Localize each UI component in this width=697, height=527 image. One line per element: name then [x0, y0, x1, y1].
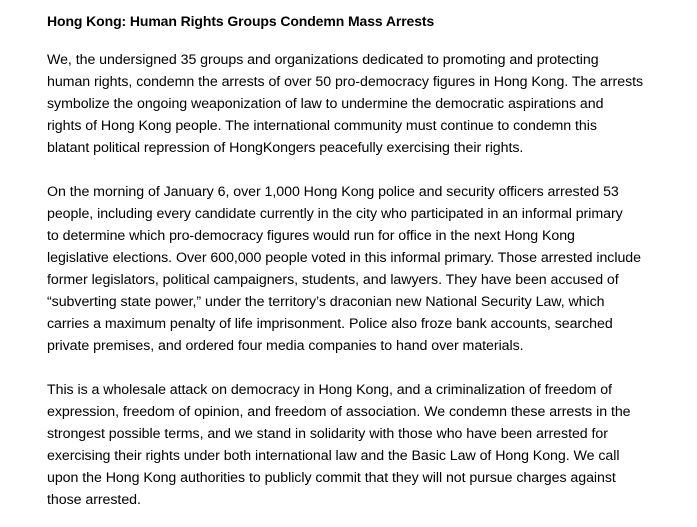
paragraph-line: expression, freedom of opinion, and freedom of association. We condemn these arrests in the: [47, 404, 631, 420]
paragraph-line: “subverting state power,” under the territory’s draconian new National Security Law, which: [47, 294, 605, 310]
paragraph-line: private premises, and ordered four media companies to hand over materials.: [47, 338, 524, 354]
paragraph-line: blatant political repression of HongKongers peacefully exercising their rights.: [47, 140, 524, 156]
paragraph-line: We, the undersigned 35 groups and organizations dedicated to promoting and protecting: [47, 52, 599, 68]
paragraph-line: those arrested.: [47, 492, 141, 508]
paragraph-condemnation: [47, 379, 677, 511]
paragraph-line: On the morning of January 6, over 1,000 Hong Kong police and security officers arrested 53: [47, 184, 619, 200]
paragraph-line: This is a wholesale attack on democracy in Hong Kong, and a criminalization of freedom of: [47, 382, 612, 398]
paragraph-line: strongest possible terms, and we stand in solidarity with those who have been arrested for: [47, 426, 608, 442]
paragraph-line: former legislators, political campaigners, students, and lawyers. They have been accused of: [47, 272, 619, 288]
paragraph-line: people, including every candidate currently in the city who participated in an informal primary: [47, 206, 623, 222]
paragraph-line: symbolize the ongoing weaponization of law to undermine the democratic aspirations and: [47, 96, 604, 112]
paragraph-line: legislative elections. Over 600,000 people voted in this informal primary. Those arrested include: [47, 250, 641, 266]
paragraph-line: human rights, condemn the arrests of over 50 pro-democracy figures in Hong Kong. The arrests: [47, 74, 644, 90]
document-title: Hong Kong: Human Rights Groups Condemn Mass Arrests: [47, 13, 435, 29]
paragraph-line: rights of Hong Kong people. The international community must continue to condemn this: [47, 118, 597, 134]
paragraph-line: upon the Hong Kong authorities to publicly commit that they will not pursue charges against: [47, 470, 616, 486]
paragraph-line: exercising their rights under both international law and the Basic Law of Hong Kong. We call: [47, 448, 620, 464]
paragraph-line: to determine which pro-democracy figures would run for office in the next Hong Kong: [47, 228, 575, 244]
paragraph-line: carries a maximum penalty of life imprisonment. Police also froze bank accounts, searched: [47, 316, 613, 332]
paragraph-intro: [47, 49, 677, 159]
paragraph-events: [47, 181, 677, 357]
